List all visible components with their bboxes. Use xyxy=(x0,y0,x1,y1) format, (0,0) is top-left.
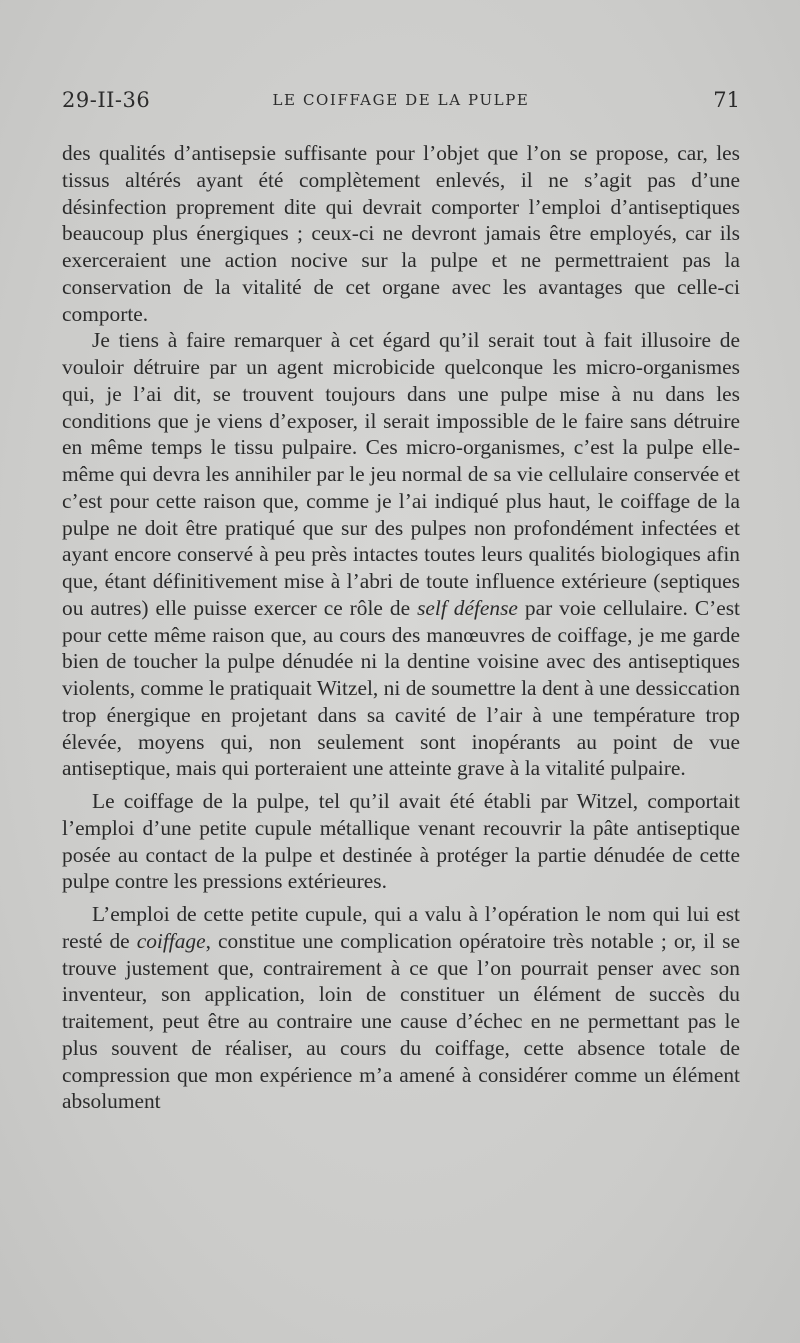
paragraph-3: Le coiffage de la pulpe, tel qu’il avait été établi par Witzel, comportait l’emploi d’une petite cupule métallique venant recouvrir la pâte antiseptique posée au contact de la pulpe et destinée à protéger la partie dénudée de cette pulpe contre les pressions extérieures. xyxy=(62,789,740,894)
body-text xyxy=(62,140,740,1115)
paragraph-2-italic-term: self défense xyxy=(417,595,518,620)
paragraph-2 xyxy=(62,327,740,782)
page-number: 71 xyxy=(713,88,740,112)
header-date: 29-II-36 xyxy=(62,88,151,112)
paragraph-4-text-a: L’emploi de cette petite cupule, qui a valu à l’opération le nom qui lui est resté de xyxy=(62,902,740,953)
paragraph-4 xyxy=(62,901,740,1115)
paragraph-1: des qualités d’antisepsie suffisante pour l’objet que l’on se propose, car, les tissus altérés ayant été complètement enlevés, il ne s’agit pas d’une désinfection proprement dite qui devrait comporter l’emploi d’antiseptiques beaucoup plus énergiques ; ceux-ci ne devront jamais être employés, car ils exerceraient une action nocive sur la pulpe et ne permettraient pas la conservation de la vitalité de cet organe avec les avantages que celle-ci comporte. xyxy=(62,141,740,326)
header-title: LE COIFFAGE DE LA PULPE xyxy=(272,91,530,109)
paragraph-2-text-a: Je tiens à faire remarquer à cet égard qu’il serait tout à fait illusoire de vouloir détruire par un agent microbicide quelconque les micro-organismes qui, je l’ai dit, se trouvent toujours dans une pulpe mise à nu dans les conditions que je viens d’exposer, il serait impossible de le faire sans détruire en même temps le tissu pulpaire. Ces micro-organismes, c’est la pulpe elle-même qui devra les annihiler par le jeu normal de sa vie cellulaire conservée et c’est pour cette raison que, comme je l’ai indiqué plus haut, le coiffage de la pulpe ne doit être pratiqué que sur des pulpes non profondément infectées et ayant encore conservé à peu près intactes toutes leurs qualités biologiques afin que, étant définitivement mise à l’abri de toute influence extérieure (septiques ou autres) elle puisse exercer ce rôle de xyxy=(62,328,740,620)
paragraph-2-text-b: par voie cellulaire. C’est pour cette même raison que, au cours des manœuvres de coiffage, je me garde bien de toucher la pulpe dénudée ni la dentine voisine avec des antiseptiques violents, comme le pratiquait Witzel, ni de soumettre la dent à une dessiccation trop énergique en projetant dans sa cavité de l’air à une température trop élevée, moyens qui, non seulement sont inopérants au point de vue antiseptique, mais qui porteraient une atteinte grave à la vitalité pulpaire. xyxy=(62,595,740,781)
paragraph-4-text-b: , constitue une complication opératoire très notable ; or, il se trouve justement que, contrairement à ce que l’on pourrait penser avec son inventeur, son application, loin de constituer un élément de succès du traitement, peut être au contraire une cause d’échec en ne permettant pas le plus souvent de réaliser, au cours du coiffage, cette absence totale de compression que mon expérience m’a amené à considérer comme un élément absolument xyxy=(62,928,740,1114)
running-head xyxy=(62,88,740,118)
paragraph-4-italic-term: coiffage xyxy=(136,928,206,953)
